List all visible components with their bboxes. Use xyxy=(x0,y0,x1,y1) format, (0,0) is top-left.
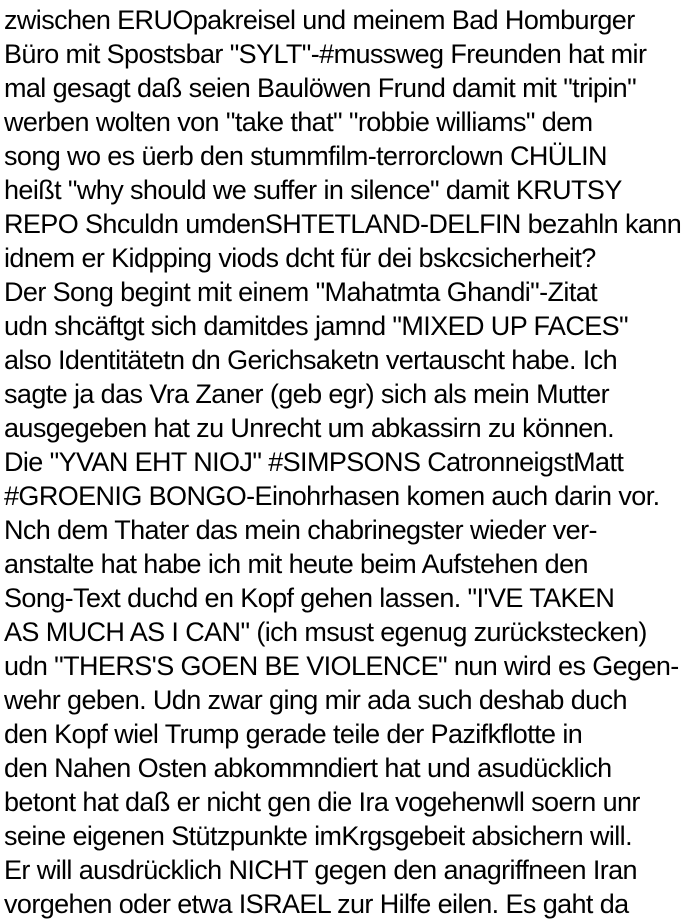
text-line: Büro mit Spostsbar "SYLT"-#mussweg Freunden hat mir xyxy=(4,39,647,69)
text-line: zwischen ERUOpakreisel und meinem Bad Homburger xyxy=(4,5,635,35)
text-line: udn shcäftgt sich damitdes jamnd "MIXED UP FACES" xyxy=(4,311,629,341)
text-line: seine eigenen Stützpunkte imKrgsgebeit absichern will. xyxy=(4,821,632,851)
text-line: betont hat daß er nicht gen die Ira vogehenwll soern unr xyxy=(4,787,640,817)
text-line: Der Song begint mit einem "Mahatmta Ghandi"-Zitat xyxy=(4,277,598,307)
text-line: den Kopf wiel Trump gerade teile der Pazifkflotte in xyxy=(4,719,583,749)
text-line: #GROENIG BONGO-Einohrhasen komen auch darin vor. xyxy=(4,481,660,511)
text-line: ausgegeben hat zu Unrecht um abkassirn zu können. xyxy=(4,413,615,443)
text-line: wehr geben. Udn zwar ging mir ada such deshab duch xyxy=(4,685,627,715)
text-line: heißt "why should we suffer in silence" damit KRUTSY xyxy=(4,175,622,205)
text-line: song wo es üerb den stummfilm-terrorclown CHÜLIN xyxy=(4,141,607,171)
text-line: anstalte hat habe ich mit heute beim Aufstehen den xyxy=(4,549,588,579)
text-line: sagte ja das Vra Zaner (geb egr) sich als mein Mutter xyxy=(4,379,609,409)
text-line: also Identitätetn dn Gerichsaketn vertauscht habe. Ich xyxy=(4,345,617,375)
text-line: Nch dem Thater das mein chabrinegster wieder ver- xyxy=(4,515,597,545)
text-line: Die "YVAN EHT NIOJ" #SIMPSONS CatronneigstMatt xyxy=(4,447,624,477)
text-line: Song-Text duchd en Kopf gehen lassen. "I'VE TAKEN xyxy=(4,583,615,613)
text-line: REPO Shculdn umdenSHTETLAND-DELFIN bezahln kann xyxy=(4,209,682,239)
text-line: vorgehen oder etwa ISRAEL zur Hilfe eilen. Es gaht da xyxy=(4,889,629,919)
text-line: Er will ausdrücklich NICHT gegen den anagriffneen Iran xyxy=(4,855,637,885)
text-line: AS MUCH AS I CAN" (ich msust egenug zurückstecken) xyxy=(4,617,647,647)
text-line: idnem er Kidpping viods dcht für dei bskcsicherheit? xyxy=(4,243,596,273)
text-line: werben wolten von "take that" "robbie williams" dem xyxy=(4,107,593,137)
text-block xyxy=(4,3,682,920)
text-line: den Nahen Osten abkommndiert hat und asudücklich xyxy=(4,753,612,783)
text-line: udn "THERS'S GOEN BE VIOLENCE" nun wird es Gegen- xyxy=(4,651,679,681)
text-line: mal gesagt daß seien Baulöwen Frund damit mit "tripin" xyxy=(4,73,637,103)
